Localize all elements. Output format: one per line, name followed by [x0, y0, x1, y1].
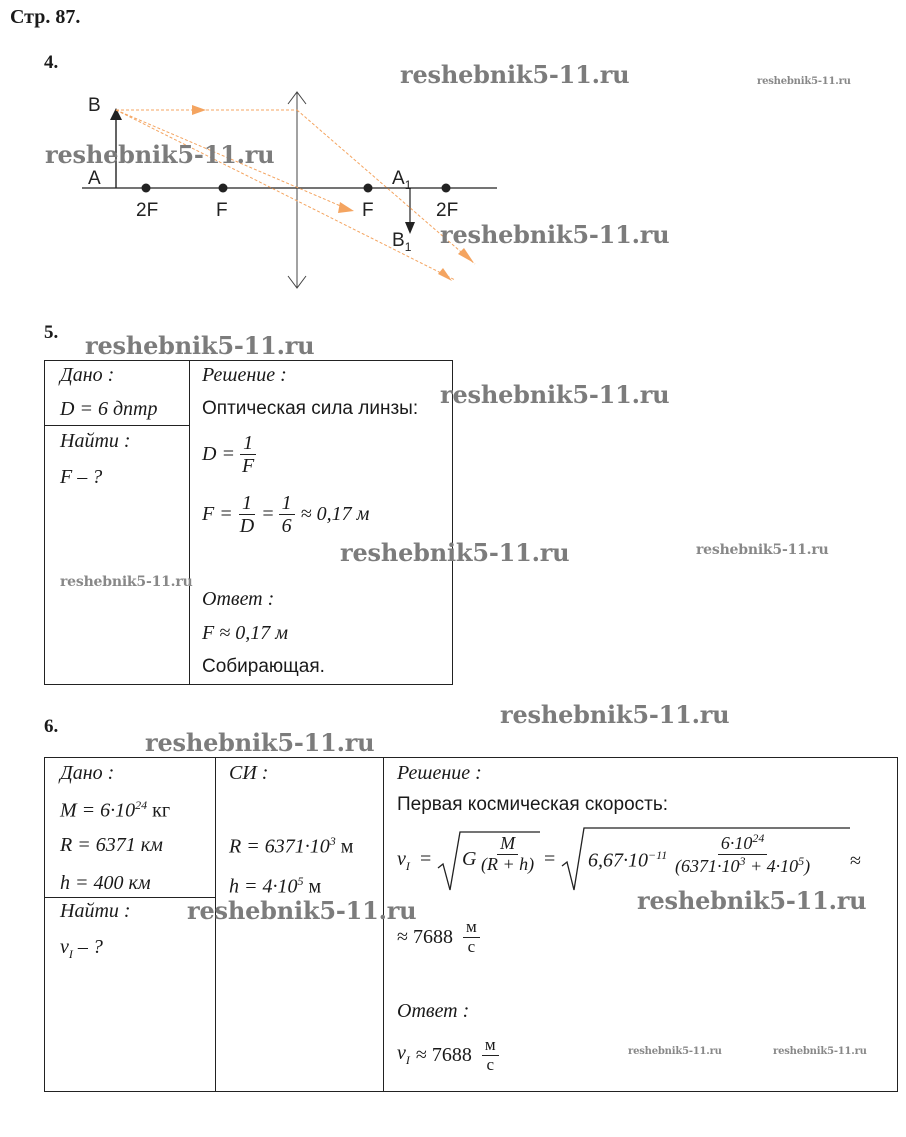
- watermark: reshebnik5-11.ru: [757, 76, 851, 87]
- given-label: Дано :: [60, 364, 115, 386]
- label-a1: $A_1$: [392, 168, 412, 192]
- label-a: A: [88, 168, 101, 189]
- label-f-left: F: [216, 200, 228, 221]
- equals-sign-1: =: [420, 848, 432, 870]
- label-2f-right: 2F: [436, 200, 459, 221]
- approx-sign: ≈: [850, 850, 861, 872]
- solution-line-1: Первая космическая скорость:: [397, 794, 669, 815]
- task-6-number: 6.: [44, 716, 59, 737]
- label-2f-left: 2F: [136, 200, 159, 221]
- solution-label: Решение :: [397, 762, 482, 784]
- answer-label: Ответ :: [397, 1000, 470, 1022]
- si-label: СИ :: [229, 762, 269, 784]
- label-b: B: [88, 95, 101, 116]
- find-label: Найти :: [60, 430, 131, 452]
- gravitational-constant: G: [462, 848, 477, 870]
- given-mass: $M = 6\cdot 10^{24}$ кг: [60, 798, 171, 822]
- task-5-number: 5.: [44, 322, 59, 343]
- si-radius: $R = 6371\cdot 10^3$ м: [229, 834, 354, 858]
- find-value: F – ?: [60, 466, 103, 488]
- ray-arrowhead-1: [192, 105, 206, 115]
- label-b1: $B_1$: [392, 230, 412, 254]
- watermark: reshebnik5-11.ru: [85, 331, 315, 360]
- watermark: reshebnik5-11.ru: [400, 60, 630, 89]
- point-2f-left: [142, 184, 151, 193]
- constant-value: $6,67\cdot 10^{-11}$: [588, 848, 668, 872]
- equation-2: F = $\frac{1}{D}$ = $\frac{1}{6}$ ≈ 0,17 м: [202, 492, 370, 537]
- given-radius: R = 6371 км: [60, 834, 163, 856]
- point-f-left: [219, 184, 228, 193]
- result-line: ≈ 7688 $\frac{м}{с}$: [397, 918, 480, 956]
- si-height: $h = 4\cdot 10^5$ м: [229, 874, 322, 898]
- ray-arrowhead-4: [338, 202, 354, 213]
- velocity-symbol: $v_I$: [397, 848, 410, 873]
- given-height: h = 400 км: [60, 872, 151, 894]
- page-title: Стр. 87.: [10, 6, 81, 28]
- answer-note: Собирающая.: [202, 656, 325, 677]
- ray-arrowhead-2: [458, 248, 474, 263]
- watermark: reshebnik5-11.ru: [440, 380, 670, 409]
- solution-label: Решение :: [202, 364, 287, 386]
- watermark: reshebnik5-11.ru: [440, 220, 670, 249]
- watermark: reshebnik5-11.ru: [696, 542, 829, 558]
- answer-value: F ≈ 0,17 м: [202, 622, 288, 644]
- watermark: reshebnik5-11.ru: [628, 1046, 722, 1057]
- point-2f-right: [442, 184, 451, 193]
- find-value: $v_I$ – ?: [60, 936, 103, 961]
- solution-line-1: Оптическая сила линзы:: [202, 398, 419, 419]
- label-f-right: F: [362, 200, 374, 221]
- watermark: reshebnik5-11.ru: [637, 886, 867, 915]
- answer-value: $v_I$ ≈ 7688 $\frac{м}{с}$: [397, 1036, 499, 1074]
- lens-ray-diagram: [0, 80, 520, 300]
- given-value: D = 6 дптр: [60, 398, 158, 420]
- watermark: reshebnik5-11.ru: [187, 896, 417, 925]
- find-label: Найти :: [60, 900, 131, 922]
- ray-arrowhead-3: [438, 268, 452, 281]
- watermark: reshebnik5-11.ru: [145, 728, 375, 757]
- watermark: reshebnik5-11.ru: [500, 700, 730, 729]
- fraction-mass-over-distance: $\frac{M}{(R + h)}$: [481, 833, 535, 874]
- given-label: Дано :: [60, 762, 115, 784]
- answer-label: Ответ :: [202, 588, 275, 610]
- task-4-number: 4.: [44, 52, 59, 73]
- watermark: reshebnik5-11.ru: [45, 140, 275, 169]
- ray-center: [116, 110, 455, 280]
- watermark: reshebnik5-11.ru: [340, 538, 570, 567]
- watermark: reshebnik5-11.ru: [60, 574, 193, 590]
- equation-1: D = $\frac{1}{F}$: [202, 432, 255, 477]
- equals-sign-2: =: [544, 848, 556, 870]
- point-f-right: [364, 184, 373, 193]
- watermark: reshebnik5-11.ru: [773, 1046, 867, 1057]
- fraction-numeric: $\frac{6\cdot 10^{24}}{(6371\cdot 10^3 + 4\cdot 10^5)}$: [675, 831, 811, 876]
